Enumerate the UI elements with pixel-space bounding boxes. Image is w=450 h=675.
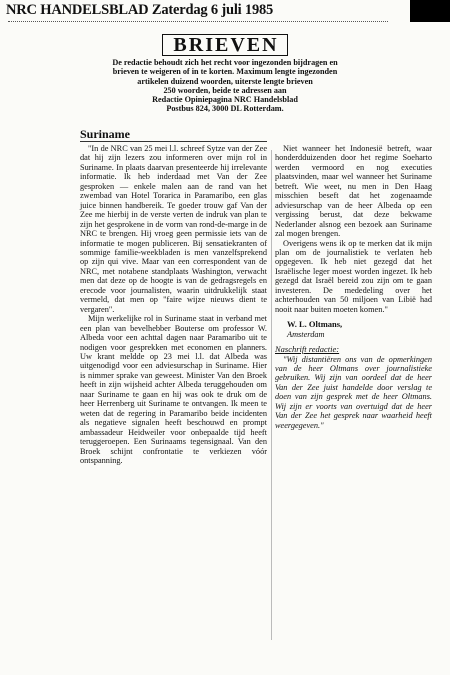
notice-line: brieven te weigeren of in te korten. Maximum lengte ingezonden xyxy=(112,67,338,77)
editor-note-text: "Wij distantiëren ons van de opmerkingen van de heer Oltmans over journalistieke gebruiken. Wij zijn van oordeel dat de heer Van der Zee juist handelde door verslag te doen van zijn gesprek met de heer Oltmans. Wij zijn er voorts van overtuigd dat de heer Van der Zee het gesprek naar waarheid heeft weergegeven." xyxy=(275,354,432,430)
newspaper-masthead: NRC HANDELSBLAD Zaterdag 6 juli 1985 xyxy=(6,2,274,18)
notice-line: De redactie behoudt zich het recht voor ingezonden bijdragen en xyxy=(112,58,338,67)
notice-line: Postbus 824, 3000 DL Rotterdam. xyxy=(166,104,284,114)
title-divider xyxy=(80,141,267,142)
editorial-notice xyxy=(40,58,410,114)
masthead-divider xyxy=(8,21,388,22)
notice-line: 250 woorden, beide te adressen aan xyxy=(163,85,287,95)
article-column-2 xyxy=(275,144,432,430)
signature-name: W. L. Oltmans, xyxy=(287,319,343,330)
editor-note-label: Naschrift redactie: xyxy=(275,344,340,355)
section-title: BRIEVEN xyxy=(162,34,287,56)
scan-corner-shadow xyxy=(410,0,450,22)
signature-city: Amsterdam xyxy=(287,329,325,339)
article-column-1 xyxy=(80,144,267,465)
article-title: Suriname xyxy=(80,127,131,141)
article-paragraph: "In de NRC van 25 mei l.l. schreef Sytze van der Zee dat hij zijn lezers zou informeren over mijn rol in Suriname. In plaats daarvan presenteerde hij irrelevante informatie. Ik heb inderdaad met Van der Zee gesproken — enkele malen aan de rand van het zwembad van Hotel Torarica in Paramaribo, een glas juice binnen handbereik. Te goeder trouw gaf Van der Zee me hierbij in de verste verten de indruk van plan te zijn het gesprokene in de vorm van rond-de-marge in de NRC te brengen. Hij vroeg geen permissie iets van de informatie te mogen publiceren. Bij sensatiekranten of sommige familie-weekbladen is men vanzelfsprekend op zijn qui vive. Maar van een correspondent van de NRC, met notabene standplaats Washington, verwacht men dat deze op de hoogte is van de gedragsregels en erecode voor journalisten, waarin uitdrukkelijk staat vermeld, dat men op "faire wijze nieuws dient te vergaren". xyxy=(80,144,267,314)
article-paragraph: Mijn werkelijke rol in Suriname staat in verband met een plan van bevelhebber Bouterse om professor W. Albeda voor een achttal dagen naar Paramaribo uit te nodigen voor gesprekken met economen en planners. Uw krant meldde op 23 mei l.l. dat Albeda was uitgenodigd voor een adviesurschap in Suriname. Hier is nimmer sprake van geweest. Minister Van den Broek heeft in zijn wijsheid achter Albeda teruggehouden om naar Suriname te gaan en hij was ook te druk om de heer Herrenberg uit Suriname te ontvangen. Ik meen te weten dat de regering in Paramaribo beide incidenten als negatieve signalen heeft beschouwd en prompt ambassadeur Heidweiler voor onbepaalde tijd heeft teruggeroepen. Een Surinaams tegensignaal. Van den Broek schijnt confrontatie te verkiezen vóór ontspanning. xyxy=(80,314,267,465)
article-paragraph: Overigens wens ik op te merken dat ik mijn plan om de journalistiek te verlaten heb opgegeven. Ik heb niet gezegd dat het Israëlische leger moest worden ingezet. Ik heb gezegd dat Israël bereid zou zijn om te gaan investeren. De mededeling over het achterhouden van 50 miljoen van Libië had nooit naar buiten moeten komen." xyxy=(275,238,432,314)
notice-line: artikelen duizend woorden, uiterste lengte brieven xyxy=(137,76,313,86)
section-heading xyxy=(0,34,450,57)
notice-line: Redactie Opiniepagina NRC Handelsblad xyxy=(152,95,298,105)
column-divider xyxy=(271,150,272,640)
article-paragraph: Niet wanneer het Indonesië betreft, waar honderdduizenden door het regime Soeharto werden vermoord en nog executies plaatsvinden, maar wel wanneer het Suriname betreft. Wie weet, nu men in Den Haag misschien beseft dat het zogenaamde adviesurschap van de heer Albeda op een vergissing berust, dat deze bekwame Nederlander alsnog een bezoek aan Suriname zal mogen brengen. xyxy=(275,144,432,239)
